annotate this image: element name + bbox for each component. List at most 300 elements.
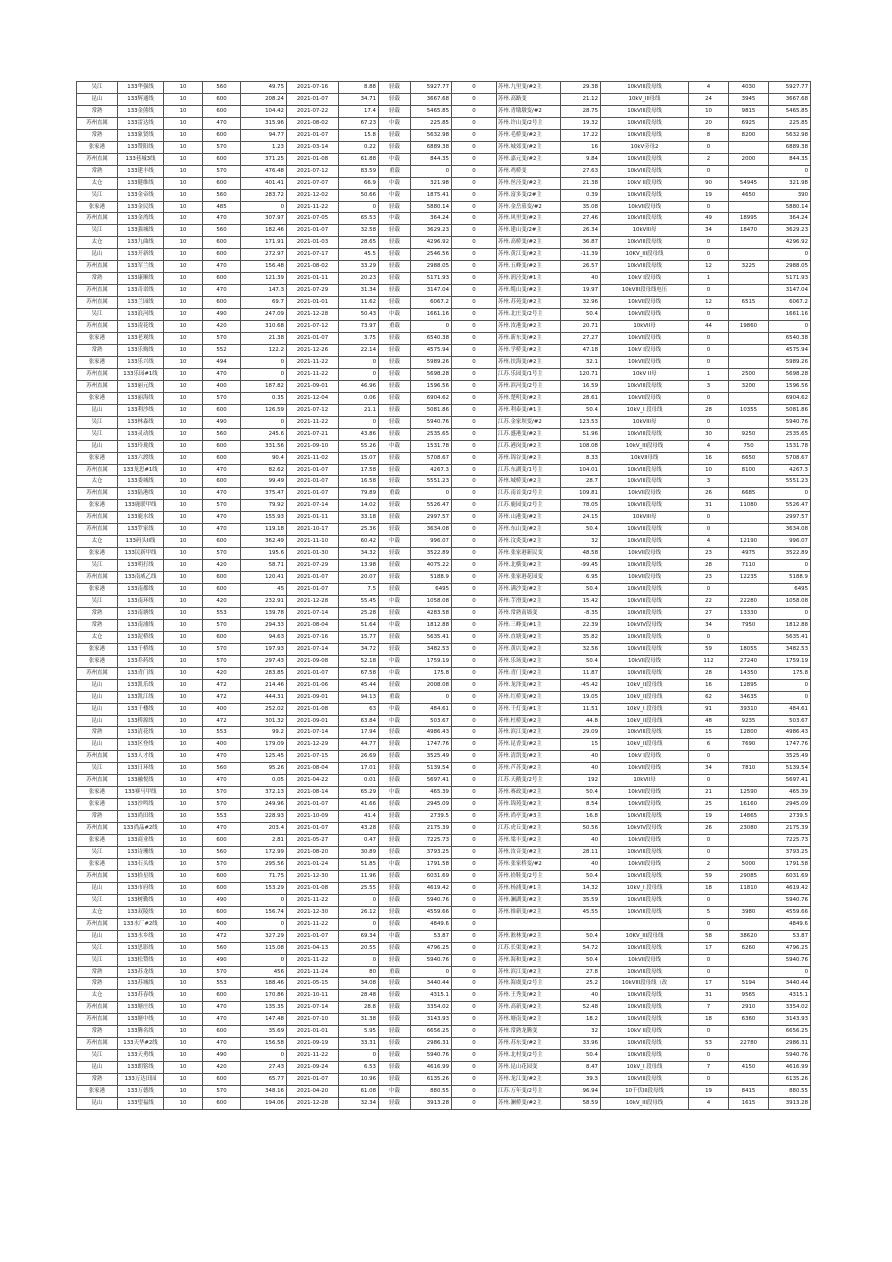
table-row (77, 1026, 811, 1038)
table-cell: 10kVII段母线 (601, 787, 689, 799)
table-cell: 10kV_III母线 (601, 93, 689, 105)
table-row (77, 990, 811, 1002)
table-row (77, 153, 811, 165)
table-cell: 12895 (729, 679, 769, 691)
table-cell (729, 416, 769, 428)
table-cell (729, 751, 769, 763)
table-cell: 5989.26 (411, 356, 452, 368)
table-cell: 17 (689, 942, 729, 954)
table-cell: 18055 (729, 643, 769, 655)
table-cell: 江苏.虎丘变/#2主 (497, 823, 561, 835)
table-cell: 0 (452, 344, 497, 356)
table-cell: 0 (689, 631, 729, 643)
table-cell: 50.4 (561, 787, 601, 799)
table-cell: 苏州直属 (77, 261, 118, 273)
table-cell: 0 (452, 452, 497, 464)
table-cell: 轻载 (379, 1062, 411, 1074)
table-cell: 2021-01-11 (287, 273, 339, 285)
table-cell: 常熟 (77, 607, 118, 619)
table-row (77, 607, 811, 619)
table-cell: 67.58 (339, 667, 379, 679)
table-cell: 10kVIII段母线 (601, 82, 689, 94)
table-cell: 常熟 (77, 105, 118, 117)
table-cell: 10 (164, 691, 203, 703)
table-cell: 6540.38 (769, 333, 811, 345)
table-cell: 2021-07-07 (287, 177, 339, 189)
table-cell: 133苏城线 (118, 978, 164, 990)
table-cell: 5940.76 (411, 1050, 452, 1062)
table-cell: 苏州直属 (77, 117, 118, 129)
table-cell: 0 (452, 82, 497, 94)
table-row (77, 177, 811, 189)
table-cell: 苏州.常熟南墙变 (497, 607, 561, 619)
table-cell: 10 (164, 715, 203, 727)
table-cell: 3667.68 (769, 93, 811, 105)
table-cell: 张家港 (77, 201, 118, 213)
table-cell: 503.67 (411, 715, 452, 727)
table-cell: 225.85 (411, 117, 452, 129)
table-cell: 600 (203, 584, 241, 596)
table-cell: 1058.08 (411, 595, 452, 607)
table-cell: 600 (203, 177, 241, 189)
table-cell: 常熟 (77, 129, 118, 141)
table-cell: 133尚田线 (118, 811, 164, 823)
table-cell: 10 (164, 440, 203, 452)
table-cell: 156.58 (241, 1038, 287, 1050)
table-cell: 3354.02 (769, 1002, 811, 1014)
table-cell: 0.39 (561, 189, 601, 201)
table-cell: 10 (164, 321, 203, 333)
table-cell: 91 (689, 703, 729, 715)
table-cell: 0 (452, 380, 497, 392)
table-cell: 8 (689, 129, 729, 141)
table-cell: 45.44 (339, 679, 379, 691)
table-cell: 5697.41 (411, 775, 452, 787)
table-cell: 2021-12-02 (287, 189, 339, 201)
table-cell: 10 (164, 93, 203, 105)
table-cell: 10kVIII段母线 (601, 847, 689, 859)
table-cell (729, 165, 769, 177)
table-cell: 96.94 (561, 1086, 601, 1098)
table-cell: 2021-05-27 (287, 835, 339, 847)
table-row (77, 966, 811, 978)
table-cell: 昆山 (77, 404, 118, 416)
table-cell: 22780 (729, 1038, 769, 1050)
table-cell: 153.29 (241, 882, 287, 894)
table-cell: 10 (164, 153, 203, 165)
table-cell: 轻载 (379, 1074, 411, 1086)
table-cell: 133凯江线 (118, 691, 164, 703)
table-cell: 10kV_I 段母线 (601, 882, 689, 894)
table-cell: 10 (164, 333, 203, 345)
table-cell: 156.48 (241, 261, 287, 273)
table-cell: 5188.9 (411, 572, 452, 584)
table-cell: 轻载 (379, 954, 411, 966)
table-cell: 16.8 (561, 811, 601, 823)
table-cell: 4575.94 (411, 344, 452, 356)
table-cell: 63 (339, 703, 379, 715)
table-cell: 52.18 (339, 655, 379, 667)
table-cell: 张家港 (77, 500, 118, 512)
table-cell: 0 (452, 404, 497, 416)
table-cell: 133南都线 (118, 584, 164, 596)
table-cell: 3667.68 (411, 93, 452, 105)
table-cell: 5465.85 (411, 105, 452, 117)
table-cell: 吴江 (77, 189, 118, 201)
table-row (77, 536, 811, 548)
table-cell: 3143.93 (411, 1014, 452, 1026)
table-cell: 轻载 (379, 643, 411, 655)
table-cell: 苏州.毛桥变/#2主 (497, 129, 561, 141)
table-cell: 133水乡线 (118, 930, 164, 942)
table-cell: 600 (203, 249, 241, 261)
table-cell: 4619.42 (411, 882, 452, 894)
table-cell: 中载 (379, 536, 411, 548)
table-cell: 123.53 (561, 416, 601, 428)
table-cell: 12235 (729, 572, 769, 584)
table-cell: 10kVII段母线 (601, 572, 689, 584)
table-cell (729, 918, 769, 930)
table-row (77, 500, 811, 512)
table-cell: 2021-01-30 (287, 548, 339, 560)
table-cell: 28.75 (561, 105, 601, 117)
table-cell: 苏州.汝音变/#2主 (497, 847, 561, 859)
table-cell: 5465.85 (769, 105, 811, 117)
table-cell: 133利沙线 (118, 404, 164, 416)
table-cell: 苏州直属 (77, 297, 118, 309)
table-cell: 7 (689, 1062, 729, 1074)
table-cell: 10 (164, 285, 203, 297)
table-cell: 51.64 (339, 619, 379, 631)
table-cell: 10 (164, 847, 203, 859)
table-cell: 112 (689, 655, 729, 667)
table-cell: 0 (689, 524, 729, 536)
table-cell: 苏州.学桥变/#2主 (497, 344, 561, 356)
table-cell: 中载 (379, 858, 411, 870)
table-cell: 133乐兴线 (118, 356, 164, 368)
table-cell: 张家港 (77, 548, 118, 560)
table-cell: 3147.04 (411, 285, 452, 297)
table-cell: 4796.25 (411, 942, 452, 954)
table-cell: 16.59 (561, 380, 601, 392)
table-cell: 3522.89 (411, 548, 452, 560)
table-cell: 6031.69 (411, 870, 452, 882)
table-cell: 2021-07-12 (287, 404, 339, 416)
table-cell: 苏州.锦谷变/#2主 (497, 452, 561, 464)
table-cell: 133南浦线 (118, 619, 164, 631)
table-cell: 吴江 (77, 560, 118, 572)
table-cell: 4975 (729, 548, 769, 560)
table-cell: 25.55 (339, 882, 379, 894)
table-cell: 18470 (729, 225, 769, 237)
table-cell: 16160 (729, 799, 769, 811)
table-cell: 348.16 (241, 1086, 287, 1098)
table-cell: 张家港 (77, 584, 118, 596)
table-cell: 133拾星线 (118, 870, 164, 882)
table-cell: 82.62 (241, 464, 287, 476)
table-cell: 7950 (729, 619, 769, 631)
table-row (77, 309, 811, 321)
table-cell: 2945.09 (411, 799, 452, 811)
table-row (77, 595, 811, 607)
table-cell: 2986.31 (769, 1038, 811, 1050)
table-cell: 26 (689, 823, 729, 835)
table-cell: 4559.66 (769, 906, 811, 918)
table-cell: 7690 (729, 739, 769, 751)
table-cell: 600 (203, 452, 241, 464)
table-cell: 11080 (729, 500, 769, 512)
table-cell: 133南威乙线 (118, 572, 164, 584)
table-cell: 2021-01-07 (287, 799, 339, 811)
table-cell: 苏州直属 (77, 1002, 118, 1014)
table-cell: 33.18 (339, 512, 379, 524)
table-cell: 420 (203, 321, 241, 333)
table-cell: 20.71 (561, 321, 601, 333)
table-cell: 9.84 (561, 153, 601, 165)
table-cell: 4296.92 (769, 237, 811, 249)
table-cell: 570 (203, 141, 241, 153)
table-cell: 2945.09 (769, 799, 811, 811)
table-cell: 570 (203, 392, 241, 404)
table-cell: 22.39 (561, 619, 601, 631)
table-cell: 40 (561, 835, 601, 847)
table-cell: 133华强线 (118, 82, 164, 94)
table-cell: 133松赞线 (118, 954, 164, 966)
table-cell: 15.8 (339, 129, 379, 141)
table-cell: 10 (164, 643, 203, 655)
table-cell: 5940.76 (411, 894, 452, 906)
table-cell: 8.88 (339, 82, 379, 94)
table-cell: 轻载 (379, 870, 411, 882)
table-cell: 188.46 (241, 978, 287, 990)
table-cell: 中载 (379, 595, 411, 607)
table-cell: 133老观线 (118, 333, 164, 345)
table-cell: 2021-07-15 (287, 751, 339, 763)
table-cell: 中载 (379, 930, 411, 942)
table-cell: 10千伏III段母线 (601, 1086, 689, 1098)
table-row (77, 643, 811, 655)
table-row (77, 775, 811, 787)
table-cell: 2021-11-24 (287, 966, 339, 978)
table-cell: 133码头II线 (118, 536, 164, 548)
table-cell: 轻载 (379, 775, 411, 787)
table-cell: 11.62 (339, 297, 379, 309)
table-cell: 179.09 (241, 739, 287, 751)
table-cell: 0 (689, 954, 729, 966)
table-cell: 0 (769, 321, 811, 333)
table-cell: 轻载 (379, 572, 411, 584)
table-cell: 轻载 (379, 237, 411, 249)
table-cell: 苏州直属 (77, 667, 118, 679)
table-cell: 0 (452, 595, 497, 607)
table-cell: 0 (452, 1002, 497, 1014)
table-cell: 600 (203, 129, 241, 141)
table-cell: 996.07 (411, 536, 452, 548)
table-cell: 600 (203, 93, 241, 105)
table-cell: 10kVIII段母线 (601, 906, 689, 918)
table-row (77, 799, 811, 811)
table-cell: 6656.25 (769, 1026, 811, 1038)
table-cell: 轻载 (379, 631, 411, 643)
table-cell: 133奇诺线 (118, 285, 164, 297)
table-cell: 轻载 (379, 404, 411, 416)
table-cell: 2021-01-08 (287, 882, 339, 894)
table-cell: 133金熊线 (118, 105, 164, 117)
table-cell: 10kV II段母线 (601, 177, 689, 189)
table-cell: 0 (452, 356, 497, 368)
table-cell: 10kV_II段母线 (601, 691, 689, 703)
table-cell: 10kVIII段母线 (601, 189, 689, 201)
table-cell: 10 (164, 404, 203, 416)
table-cell: 10 (164, 978, 203, 990)
table-cell: 10kVIII段母线 (601, 153, 689, 165)
table-cell: 5940.76 (411, 416, 452, 428)
table-cell: 0 (452, 1050, 497, 1062)
table-cell: 0 (452, 870, 497, 882)
table-cell: 245.6 (241, 428, 287, 440)
table-cell: 48 (689, 715, 729, 727)
table-cell: 600 (203, 572, 241, 584)
table-cell: 34.72 (339, 643, 379, 655)
table-cell: 苏州.锦苑变/#2主 (497, 799, 561, 811)
table-cell: 10 (164, 655, 203, 667)
table-cell: 10 (164, 201, 203, 213)
table-cell: 50.4 (561, 584, 601, 596)
table-cell: 中载 (379, 309, 411, 321)
table-cell: 45 (241, 584, 287, 596)
table-cell: 10kVIII段母线 (601, 584, 689, 596)
table-cell: 10kV_II段母线 (601, 715, 689, 727)
table-cell: 10 (164, 1026, 203, 1038)
table-cell: 122.2 (241, 344, 287, 356)
table-cell: 轻载 (379, 1026, 411, 1038)
table-cell: 26.12 (339, 906, 379, 918)
table-cell: 25.2 (561, 978, 601, 990)
table-cell: 29.38 (561, 82, 601, 94)
table-cell: 苏州.直塘变/#2主 (497, 631, 561, 643)
table-cell (729, 847, 769, 859)
table-cell: 15 (689, 727, 729, 739)
table-cell: 0 (452, 189, 497, 201)
table-cell: 6.95 (561, 572, 601, 584)
table-cell: 吴江 (77, 309, 118, 321)
table-cell: 600 (203, 297, 241, 309)
table-cell: 172.99 (241, 847, 287, 859)
table-cell: 73.97 (339, 321, 379, 333)
table-cell: 6067.2 (769, 297, 811, 309)
table-cell: 6889.38 (769, 141, 811, 153)
table-cell: 133兰园线 (118, 297, 164, 309)
table-cell: 7810 (729, 763, 769, 775)
table-cell: 10 (164, 584, 203, 596)
table-cell: 轻载 (379, 93, 411, 105)
table-cell: 轻载 (379, 942, 411, 954)
table-cell: 133陆港线 (118, 488, 164, 500)
table-cell: 昆山 (77, 679, 118, 691)
table-cell: 247.09 (241, 309, 287, 321)
table-cell: 0 (452, 488, 497, 500)
table-cell: 10kVIII段母线 (601, 966, 689, 978)
table-cell: 10kVIII段母线 (601, 667, 689, 679)
table-cell: 364.24 (411, 213, 452, 225)
table-cell: 40 (561, 273, 601, 285)
table-cell: 19 (689, 811, 729, 823)
table-cell: 2021-10-17 (287, 524, 339, 536)
table-cell: 苏州.三峰变/#1主 (497, 619, 561, 631)
table-cell (729, 775, 769, 787)
table-cell: 1791.58 (411, 858, 452, 870)
table-cell: 0.05 (241, 775, 287, 787)
table-cell: 10kVIII母 (601, 416, 689, 428)
table-cell: 40 (561, 858, 601, 870)
table-cell: 0 (769, 249, 811, 261)
table-cell: 390 (769, 189, 811, 201)
table-cell (729, 141, 769, 153)
table-cell: 3913.28 (769, 1098, 811, 1110)
table-cell: 46.96 (339, 380, 379, 392)
table-row (77, 619, 811, 631)
table-cell: 0 (452, 1062, 497, 1074)
table-cell: 0 (452, 1038, 497, 1050)
table-cell: 0 (689, 894, 729, 906)
table-cell: 0 (769, 607, 811, 619)
table-cell: 4315.1 (769, 990, 811, 1002)
table-row (77, 858, 811, 870)
table-cell: 133腾名线 (118, 1026, 164, 1038)
table-cell: 重载 (379, 966, 411, 978)
table-cell: 张家港 (77, 643, 118, 655)
table-cell: 294.33 (241, 619, 287, 631)
table-cell: 中载 (379, 177, 411, 189)
table-cell: 570 (203, 787, 241, 799)
table-cell: 苏州.苏苑变/#2主 (497, 297, 561, 309)
table-cell: 苏州.润泾变/#1主 (497, 273, 561, 285)
table-cell: 1 (689, 273, 729, 285)
table-cell: 99.2 (241, 727, 287, 739)
table-cell: 133清花线 (118, 727, 164, 739)
table-cell: 50.4 (561, 404, 601, 416)
table-cell: 苏州.梁丰变/#2主 (497, 835, 561, 847)
table-cell: 10kVIII段母线 (601, 1002, 689, 1014)
table-cell: 844.35 (411, 153, 452, 165)
table-cell: 54.72 (561, 942, 601, 954)
table-row (77, 1086, 811, 1098)
table-cell: 16.58 (339, 476, 379, 488)
table-cell: 昆山 (77, 249, 118, 261)
table-cell: 张家港 (77, 392, 118, 404)
table-row (77, 1098, 811, 1110)
table-row (77, 847, 811, 859)
table-cell: 133人才线 (118, 751, 164, 763)
table-row (77, 333, 811, 345)
table-cell: 133凯乐线 (118, 679, 164, 691)
table-row (77, 811, 811, 823)
table-cell: 0 (452, 978, 497, 990)
table-cell: 133龙思#1线 (118, 464, 164, 476)
table-cell: 2175.39 (769, 823, 811, 835)
table-cell: 昆山 (77, 93, 118, 105)
table-cell: 轻载 (379, 918, 411, 930)
table-cell: 15 (561, 739, 601, 751)
table-cell: 17.22 (561, 129, 601, 141)
table-cell: 133石头线 (118, 858, 164, 870)
table-cell: 225.85 (769, 117, 811, 129)
table-cell: 苏州.利泰变/#1主 (497, 404, 561, 416)
table-cell: 0 (452, 165, 497, 177)
table-cell: 苏州.九里变/#2主 (497, 82, 561, 94)
table-cell: 0 (452, 536, 497, 548)
table-cell: 121.39 (241, 273, 287, 285)
